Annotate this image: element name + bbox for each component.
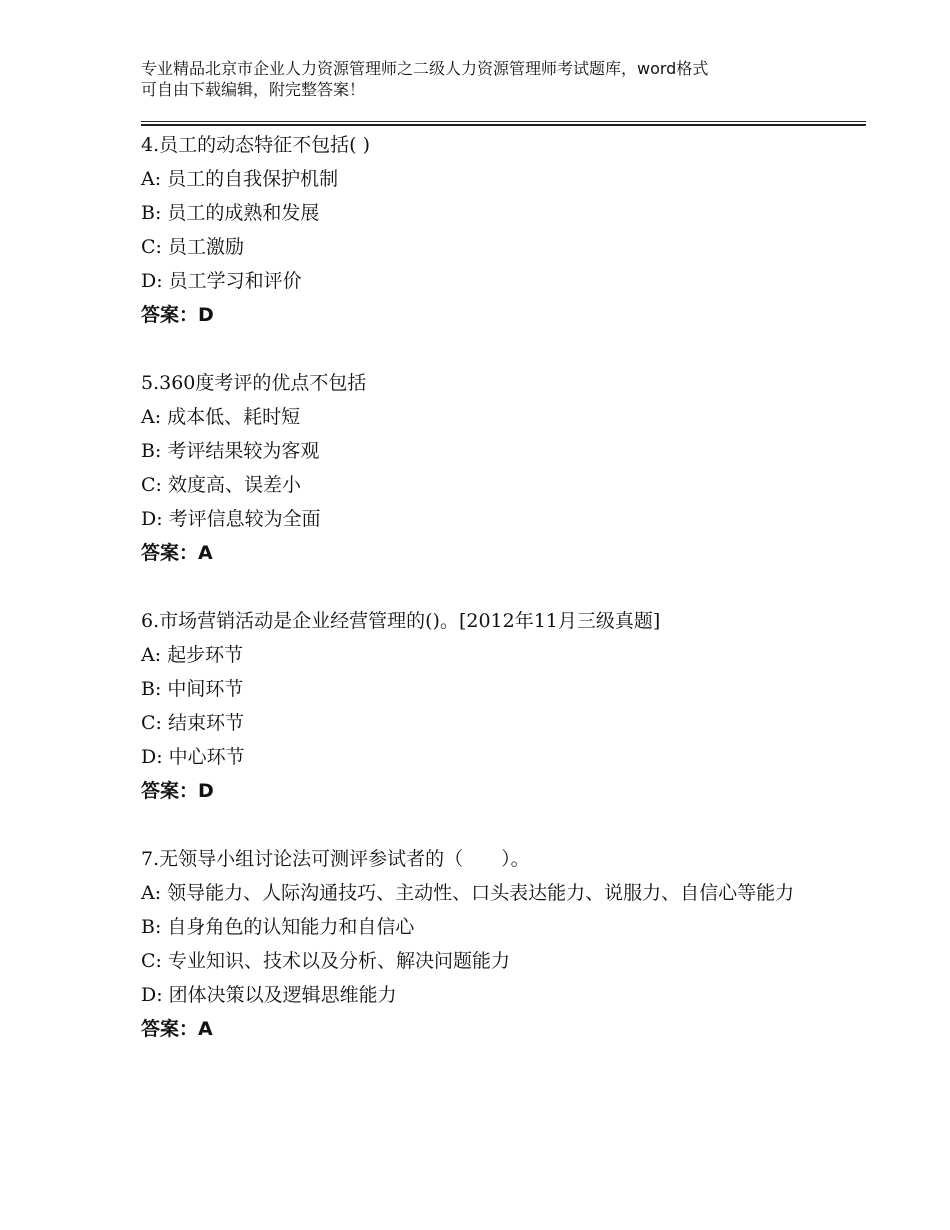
question-stem: 5.360度考评的优点不包括 [141,372,367,394]
question-stem: 7.无领导小组讨论法可测评参试者的（ ）。 [141,848,530,870]
question-7 [141,842,831,1046]
header-line-1: 专业精品北京市企业人力资源管理师之二级人力资源管理师考试题库，word格式 [141,59,709,78]
option-c: C: 专业知识、技术以及分析、解决问题能力 [141,950,510,972]
document-header [141,58,821,100]
option-c: C: 结束环节 [141,712,244,734]
option-a: A: 领导能力、人际沟通技巧、主动性、口头表达能力、说服力、自信心等能力 [141,882,795,904]
option-d: D: 中心环节 [141,746,245,768]
question-list [141,128,831,1080]
option-c: C: 效度高、误差小 [141,474,301,496]
option-a: A: 起步环节 [141,644,244,666]
option-d: D: 考评信息较为全面 [141,508,321,530]
option-b: B: 自身角色的认知能力和自信心 [141,916,415,938]
answer-label: 答案：D [141,304,214,326]
answer-label: 答案：A [141,542,213,564]
header-divider-thin [141,121,866,122]
option-b: B: 员工的成熟和发展 [141,202,320,224]
option-d: D: 团体决策以及逻辑思维能力 [141,984,397,1006]
question-4 [141,128,831,332]
option-c: C: 员工激励 [141,236,244,258]
option-b: B: 考评结果较为客观 [141,440,320,462]
option-b: B: 中间环节 [141,678,244,700]
question-6 [141,604,831,808]
header-divider-thick [141,124,866,126]
option-a: A: 员工的自我保护机制 [141,168,339,190]
header-line-2: 可自由下载编辑，附完整答案！ [141,80,366,99]
answer-label: 答案：D [141,780,214,802]
question-5 [141,366,831,570]
question-stem: 4.员工的动态特征不包括( ) [141,134,370,156]
answer-label: 答案：A [141,1018,213,1040]
option-a: A: 成本低、耗时短 [141,406,301,428]
option-d: D: 员工学习和评价 [141,270,302,292]
question-stem: 6.市场营销活动是企业经营管理的()。[2012年11月三级真题] [141,610,661,632]
